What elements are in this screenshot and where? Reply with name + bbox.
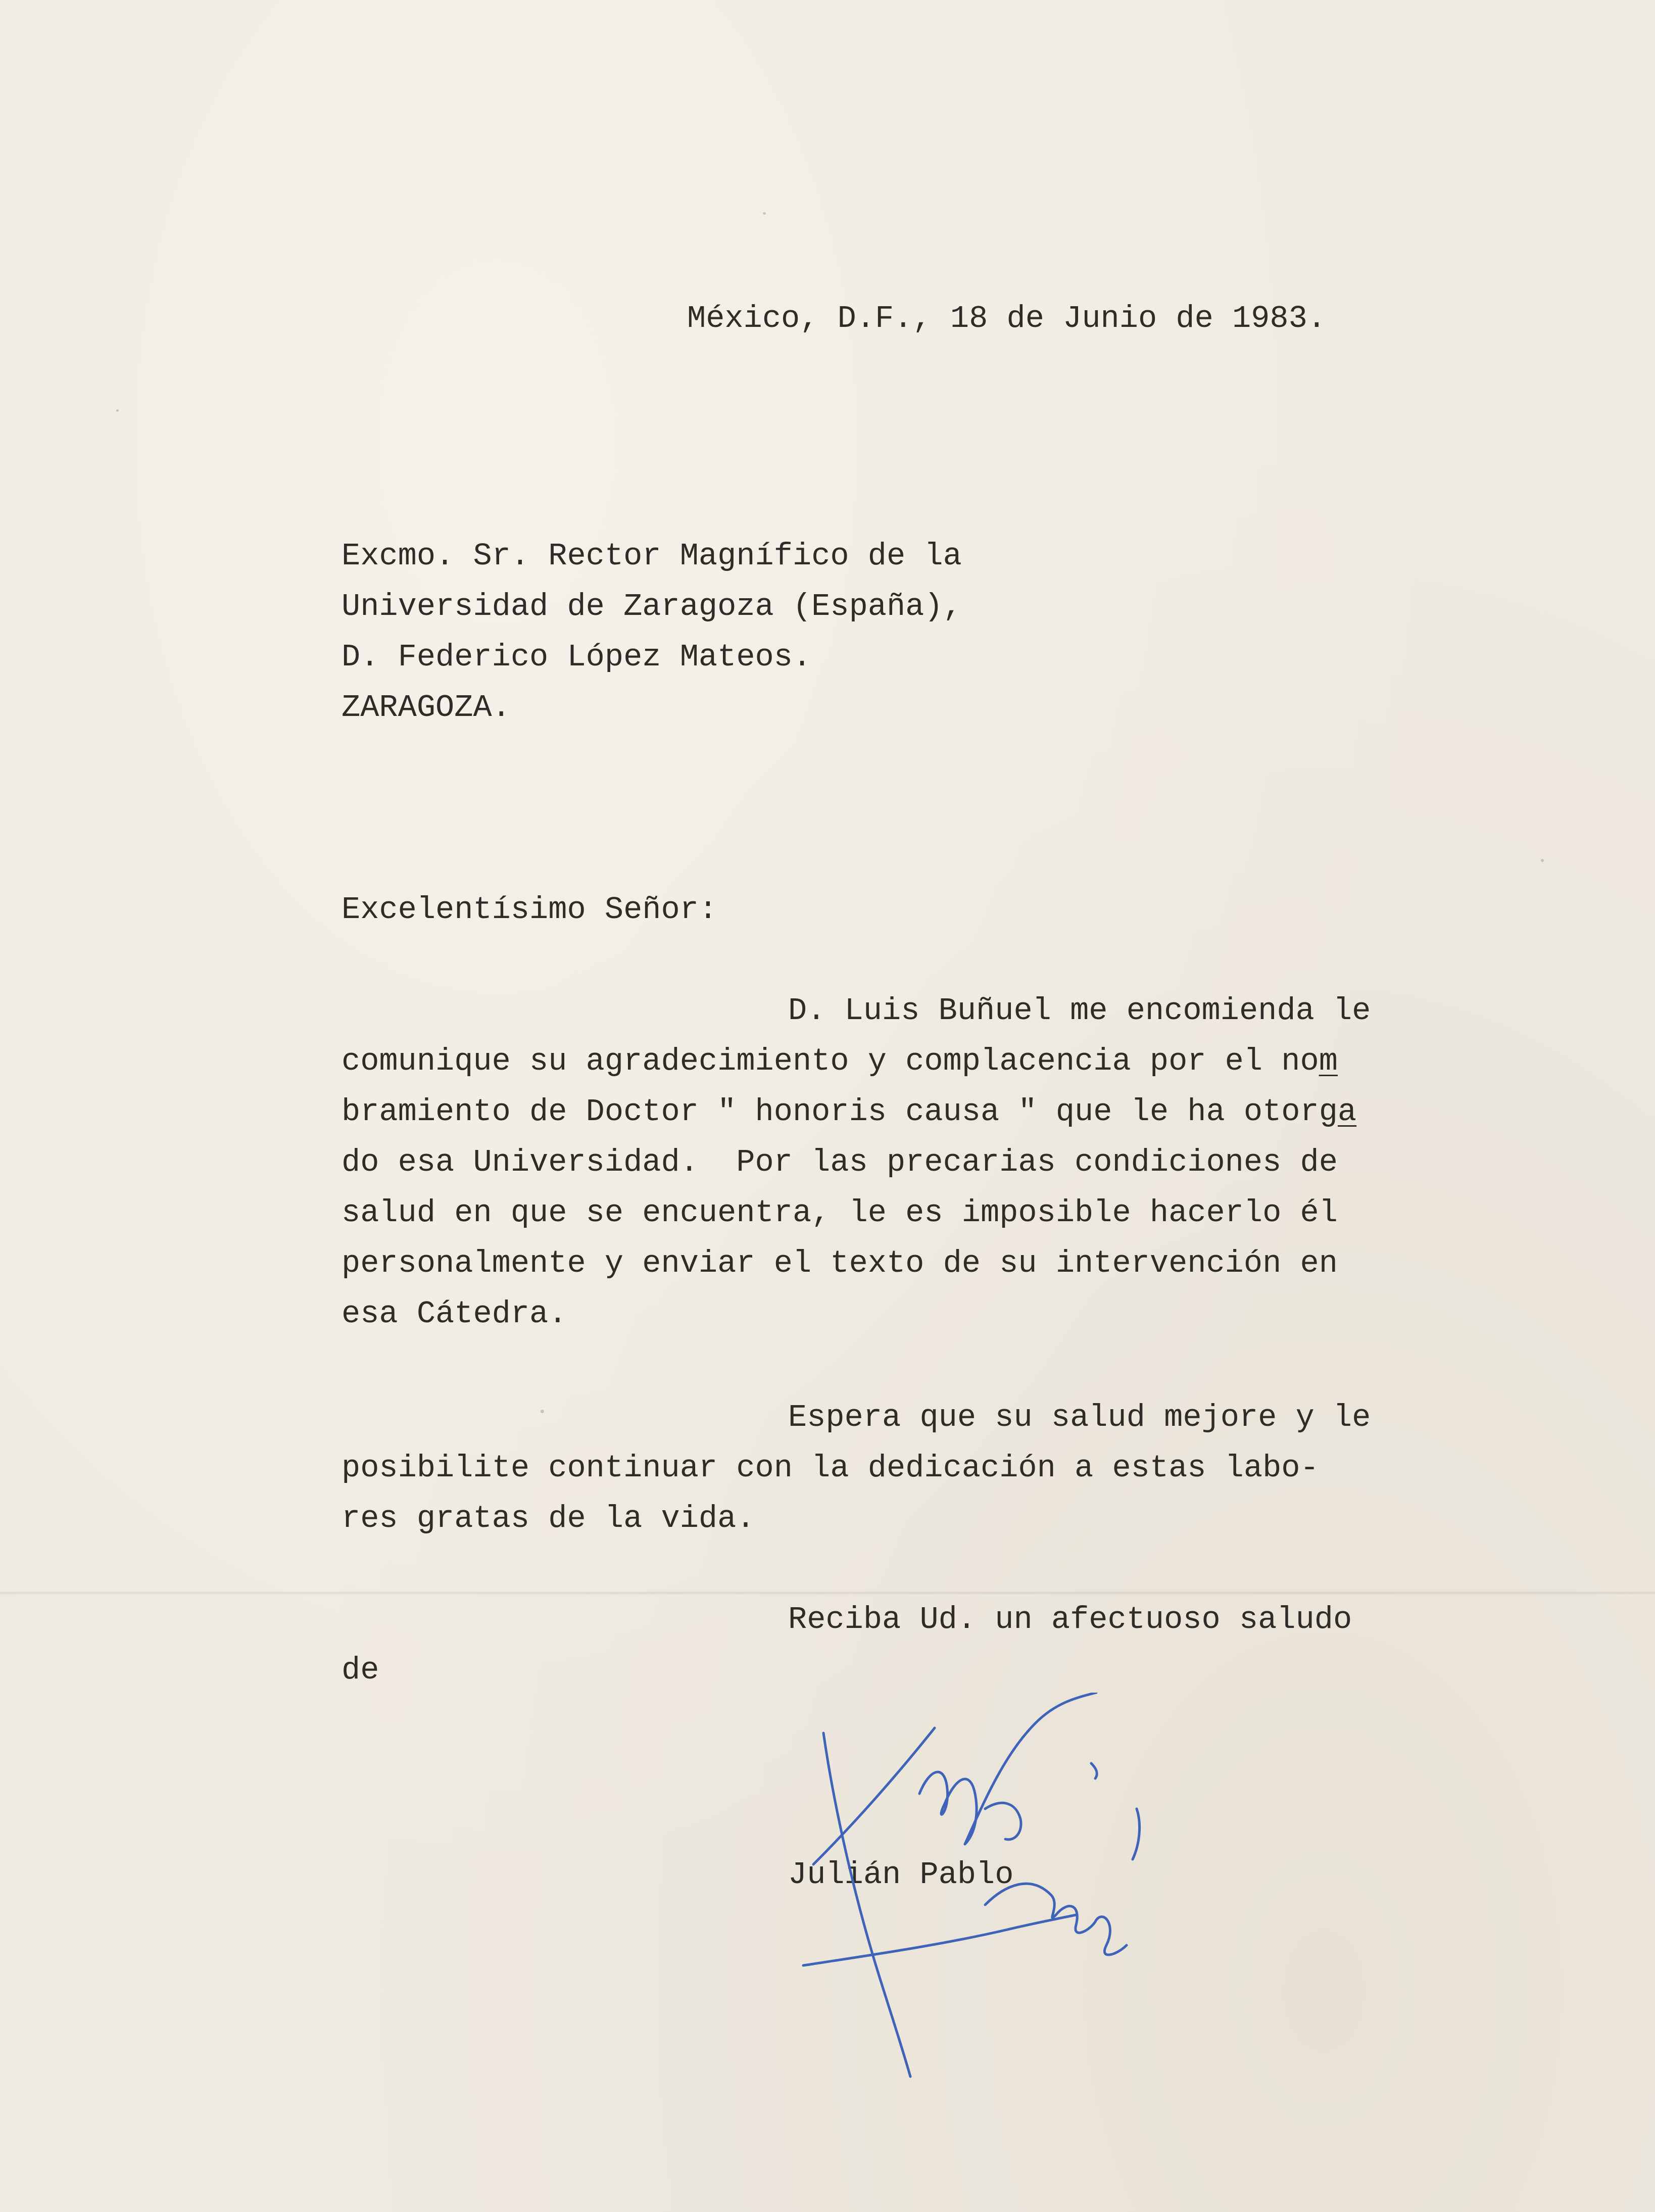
- paragraph1-line-6: personalmente y enviar el texto de su intervención en: [342, 1245, 1338, 1281]
- underlined-letter: a: [1337, 1094, 1357, 1130]
- paper-speck: [1541, 859, 1544, 862]
- paper-speck: [763, 212, 766, 215]
- paragraph1-line-4: do esa Universidad. Por las precarias condiciones de: [342, 1144, 1338, 1180]
- date-line: México, D.F., 18 de Junio de 1983.: [687, 301, 1327, 336]
- handwritten-signature: [793, 1693, 1177, 2087]
- paragraph1-line-5: salud en que se encuentra, le es imposible hacerlo él: [342, 1195, 1338, 1231]
- recipient-line-3: D. Federico López Mateos.: [342, 639, 812, 675]
- paragraph1-line-2: [342, 1043, 1338, 1079]
- paragraph1-line-3: [342, 1096, 1356, 1128]
- recipient-line-4: ZARAGOZA.: [342, 690, 511, 726]
- paragraph2-line-1: Espera que su salud mejore y le: [788, 1400, 1371, 1435]
- paragraph1-line-2-text: comunique su agradecimiento y complacencia por el no: [342, 1043, 1319, 1079]
- paper-speck: [541, 1410, 544, 1413]
- recipient-line-1: Excmo. Sr. Rector Magnífico de la: [342, 538, 962, 574]
- salutation: Excelentísimo Señor:: [342, 892, 718, 928]
- paragraph2-line-2: posibilite continuar con la dedicación a estas labo-: [342, 1450, 1319, 1486]
- paper-fold: [0, 1592, 1655, 1595]
- closing-line-1: Reciba Ud. un afectuoso saludo: [788, 1602, 1352, 1638]
- paragraph1-line-3-text: bramiento de Doctor " honoris causa " que le ha otorg: [342, 1094, 1338, 1130]
- signer-name: Julián Pablo: [788, 1857, 1014, 1893]
- paragraph1-line-7: esa Cátedra.: [342, 1296, 567, 1332]
- paper-speck: [116, 409, 119, 412]
- recipient-line-2: Universidad de Zaragoza (España),: [342, 589, 962, 624]
- paragraph1-line-1: D. Luis Buñuel me encomienda le: [788, 993, 1371, 1029]
- paragraph2-line-3: res gratas de la vida.: [342, 1501, 755, 1536]
- underlined-letter: m: [1319, 1043, 1338, 1079]
- closing-line-2: de: [342, 1652, 379, 1688]
